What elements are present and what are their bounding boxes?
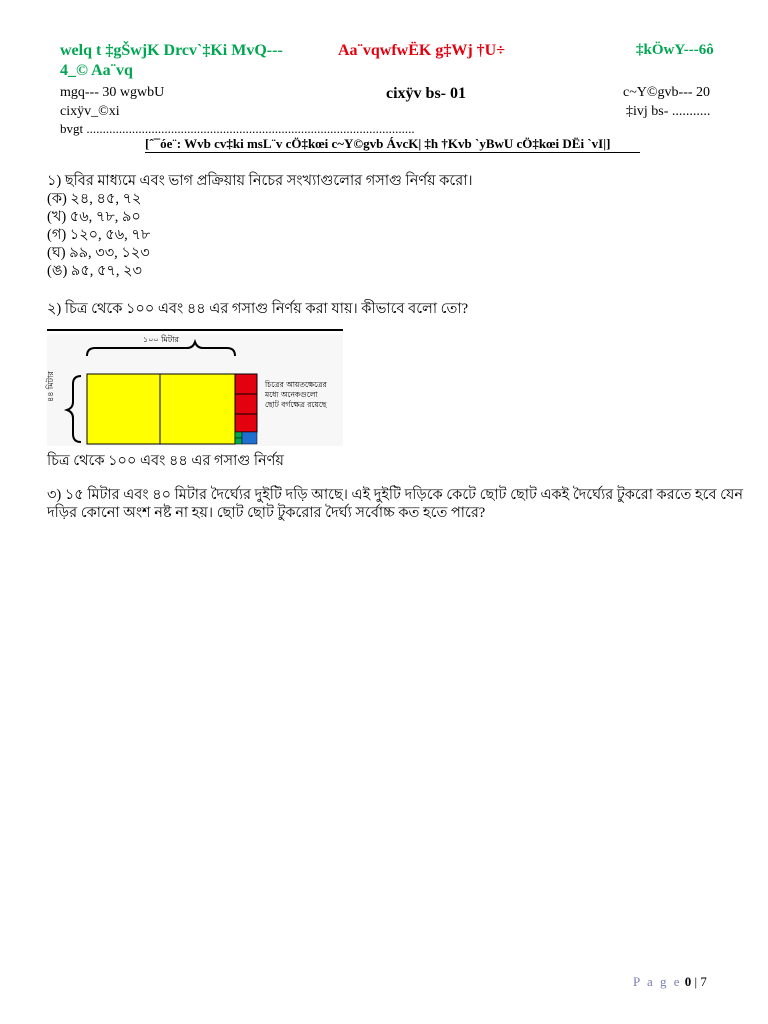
question-3-line-2: দড়ির কোনো অংশ নষ্ট না হয়। ছোট ছোট টুকরোর দৈর্ঘ্য সর্বোচ্চ কত হতে পারে? — [47, 505, 486, 521]
question-3-line-1: ৩) ১৫ মিটার এবং ৪০ মিটার দৈর্ঘ্যের দুইটি দড়ি আছে। এই দুইটি দড়িকে কেটে ছোট ছোট একই দৈর্ঘ্যের টুকরো করতে হবে যেন — [47, 487, 744, 503]
full-marks: c~Y©gvb--- 20 — [623, 85, 711, 100]
figure-side-note-2: মধ্যে অনেকগুলো — [265, 390, 318, 399]
figure-side-note-3: ছোট বর্গক্ষেত্র রয়েছে — [265, 400, 327, 409]
figure-side-note-1: চিত্রের আয়তক্ষেত্রের — [265, 380, 327, 389]
instruction: [ˆ¯óe¨: Wvb cv‡ki msL¨v cÖ‡kœi c~Y©gvb ÁvcK| ‡h †Kvb `yBwU cÖ‡kœi DËi `vI|] — [145, 136, 611, 151]
time-label: mgq--- 30 wgwbU — [60, 85, 165, 100]
roll-number: ‡ivj bs- ........... — [626, 104, 711, 119]
page-footer — [633, 974, 707, 990]
page-label: P a g e — [633, 974, 682, 989]
q1-option-ka: (ক) ২৪, ৪৫, ৭২ — [47, 191, 142, 207]
page-separator: | — [694, 974, 701, 989]
question-1: ১) ছবির মাধ্যমে এবং ভাগ প্রক্রিয়ায় নিচের সংখ্যাগুলোর গসাগু নির্ণয় করো। — [47, 173, 473, 189]
figure-caption: চিত্র থেকে ১০০ এবং ৪৪ এর গসাগু নির্ণয় — [47, 453, 284, 469]
q1-option-ga: (গ) ১২০, ৫৬, ৭৮ — [47, 227, 151, 243]
figure-top-label: ১০০ মিটার — [143, 335, 179, 344]
figure-left-label: ৪৪ মিটার — [46, 371, 55, 402]
page-total: 7 — [700, 974, 707, 989]
name-line: bvgt ..................................................................................................... — [60, 121, 415, 136]
q1-option-uma: (ঙ) ৯৫, ৫৭, ২৩ — [47, 263, 142, 279]
q1-option-kha: (খ) ৫৬, ৭৮, ৯০ — [47, 209, 141, 225]
figure-side-note — [265, 380, 327, 410]
instruction-underline — [145, 152, 640, 153]
gcd-figure — [47, 334, 343, 446]
title-left: welq t ‡gŠwjK Drcv`‡Ki MvQ--- — [60, 42, 283, 59]
question-2: ২) চিত্র থেকে ১০০ এবং ৪৪ এর গসাগু নির্ণয় করা যায়। কীভাবে বলো তো? — [47, 301, 469, 317]
test-number: cixÿv bs- 01 — [386, 85, 466, 102]
title-left-line2: 4_© Aa¨vq — [60, 62, 133, 79]
examinee-label: cixÿv_©xi — [60, 104, 120, 119]
title-right: ‡kÖwY---6ô — [636, 42, 714, 58]
page-current: 0 — [684, 974, 692, 989]
title-center: Aa¨vqwfwËK g‡Wj †U÷ — [338, 42, 505, 59]
q1-option-gha: (ঘ) ৯৯, ৩৩, ১২৩ — [47, 245, 150, 261]
figure-top-rule — [47, 329, 343, 331]
